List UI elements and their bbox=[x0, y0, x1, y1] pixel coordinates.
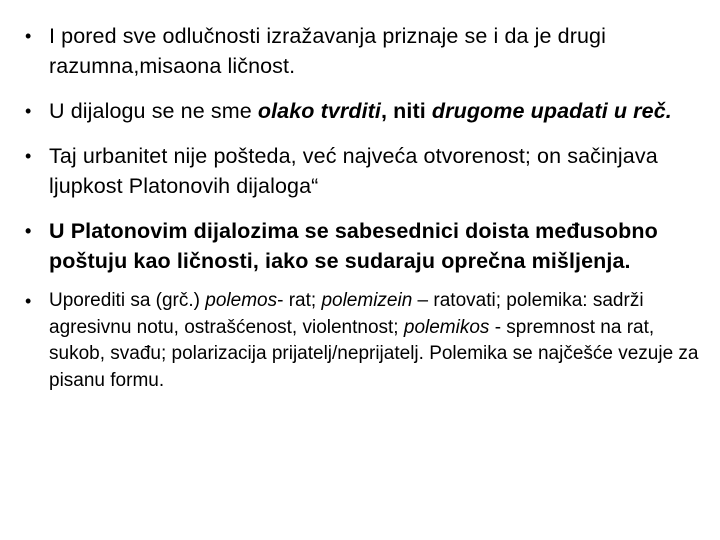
bullet-text-3: Taj urbanitet nije pošteda, već najveća otvorenost; on sačinjava ljupkost Platonovih dijaloga“ bbox=[49, 144, 658, 198]
bullet-item-1 bbox=[22, 21, 702, 81]
bullet-dot: • bbox=[25, 101, 32, 121]
bullet-item-3 bbox=[22, 141, 702, 201]
bullet-dot: • bbox=[25, 221, 32, 241]
bullet-dot: • bbox=[25, 291, 32, 311]
bullet-text-5-part-3: – ratovati; polemika: sadrži agresivnu notu, ostrašćenost, violentnost; bbox=[49, 290, 644, 338]
bullet-text-4: U Platonovim dijalozima se sabesednici doista međusobno poštuju kao ličnosti, iako se sudaraju oprečna mišljenja. bbox=[49, 219, 658, 273]
bullet-list bbox=[22, 21, 702, 394]
bullet-text-5-part-1: Uporediti sa (grč.) bbox=[49, 290, 206, 311]
term-polemikos: polemikos bbox=[403, 316, 490, 338]
bullet-text-2-connector: , niti bbox=[381, 99, 432, 123]
term-polemos: polemos bbox=[205, 290, 278, 311]
bullet-dot: • bbox=[25, 26, 32, 46]
bullet-text-1: I pored sve odlučnosti izražavanja priznaje se i da je drugi razumna,misaona ličnost. bbox=[49, 24, 606, 78]
bullet-text-5-part-2: - rat; bbox=[277, 290, 322, 311]
bullet-text-2-emphasis-1: olako tvrditi bbox=[257, 99, 382, 123]
term-polemizein: polemizein bbox=[321, 290, 413, 311]
bullet-item-2 bbox=[22, 96, 702, 126]
bullet-dot: • bbox=[25, 146, 32, 166]
bullet-text-2-emphasis-2: drugome upadati u reč. bbox=[431, 99, 672, 123]
bullet-item-4 bbox=[22, 216, 702, 276]
bullet-text-5-part-4: - spremnost na rat, sukob, svađu; polarizacija prijatelj/neprijatelj. Polemika se najčešće vezuje za pisanu formu. bbox=[49, 316, 699, 391]
bullet-text-2-start: U dijalogu se ne sme bbox=[49, 99, 258, 123]
bullet-item-5 bbox=[22, 288, 702, 394]
